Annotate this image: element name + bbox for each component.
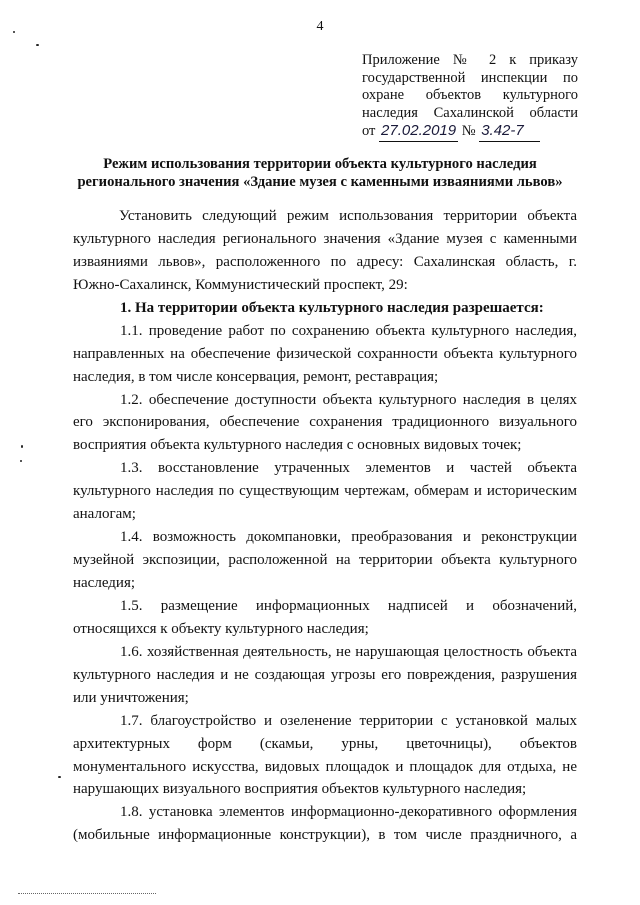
item-line: культурного наследия и не создающая угрозы его повреждения, разрушения — [73, 666, 577, 683]
scan-mark — [13, 31, 15, 33]
appendix-line: государственной инспекции по — [362, 69, 578, 86]
intro-line: Установить следующий режим использования территории объекта — [119, 208, 577, 224]
item-line: аналогам; — [73, 506, 136, 523]
item-line: относящихся к объекту культурного наследия; — [73, 620, 369, 637]
item-line: музейной экспозиции, расположенной на территории объекта культурного — [73, 552, 577, 569]
item-line: направленных на обеспечение физической сохранности объекта культурного — [73, 345, 577, 362]
handwritten-number: 3.42-7 — [481, 122, 524, 140]
item-line: или уничтожения; — [73, 689, 189, 706]
appendix-date-line — [362, 122, 578, 142]
item-line: наследия; — [73, 575, 136, 591]
footer-scan-line — [18, 893, 156, 896]
scan-mark — [36, 44, 39, 46]
scan-mark — [20, 460, 22, 462]
intro-line: культурного наследия регионального значения «Здание музея с каменными — [73, 230, 577, 247]
appendix-line: охране объектов культурного — [362, 87, 578, 104]
appendix-line: Приложение № 2 к приказу — [362, 52, 578, 68]
scan-mark — [58, 776, 61, 778]
item-line: 1.6. хозяйственная деятельность, не нарушающая целостность объекта — [120, 643, 577, 660]
item-line: нарушающих визуального восприятия объектов культурного наследия; — [73, 781, 527, 798]
number-label: № — [461, 123, 476, 140]
scan-mark — [21, 445, 23, 448]
item-line: 1.5. размещение информационных надписей и обозначений, — [120, 597, 577, 614]
item-line: 1.2. обеспечение доступности объекта культурного наследия в целях — [120, 391, 577, 408]
page-number: 4 — [316, 19, 324, 34]
section-heading: 1. На территории объекта культурного наследия разрешается: — [120, 299, 544, 316]
item-line: 1.8. установка элементов информационно-декоративного оформления — [120, 804, 577, 821]
item-line: 1.7. благоустройство и озеленение территории с установкой малых — [120, 712, 577, 729]
item-line: культурного наследия по существующим чертежам, обмерам и историческим — [73, 483, 577, 500]
item-line: 1.1. проведение работ по сохранению объекта культурного наследия, — [120, 322, 577, 339]
item-line: наследия, в том числе консервация, ремонт, реставрация; — [73, 368, 439, 385]
item-line: (мобильные информационные конструкции), в том числе праздничного, а — [73, 827, 577, 844]
item-line: монументального искусства, видовых площадок и площадок для отдыха, не — [73, 758, 577, 775]
item-line: 1.4. возможность докомпановки, преобразования и реконструкции — [120, 529, 577, 546]
from-label: от — [362, 123, 376, 140]
title-line: Режим использования территории объекта культурного наследия — [103, 156, 537, 172]
item-line: его экспонирования, обеспечение сохранения традиционного визуального — [73, 414, 577, 431]
handwritten-date: 27.02.2019 — [381, 122, 457, 140]
intro-line: изваяниями львов», расположенного по адресу: Сахалинская область, г. — [73, 253, 577, 270]
item-line: 1.3. восстановление утраченных элементов и частей объекта — [120, 460, 577, 477]
intro-line: Южно-Сахалинск, Коммунистический проспект, 29: — [73, 276, 408, 293]
item-line: архитектурных форм (скамьи, урны, цветочницы), объектов — [73, 735, 577, 752]
title-line: регионального значения «Здание музея с каменными изваяниями львов» — [77, 174, 563, 190]
appendix-line: наследия Сахалинской области — [362, 104, 578, 121]
appendix-block — [362, 52, 578, 142]
document-title — [64, 155, 576, 191]
document-body — [73, 205, 577, 847]
item-line: восприятия объекта культурного наследия с основных видовых точек; — [73, 437, 522, 454]
